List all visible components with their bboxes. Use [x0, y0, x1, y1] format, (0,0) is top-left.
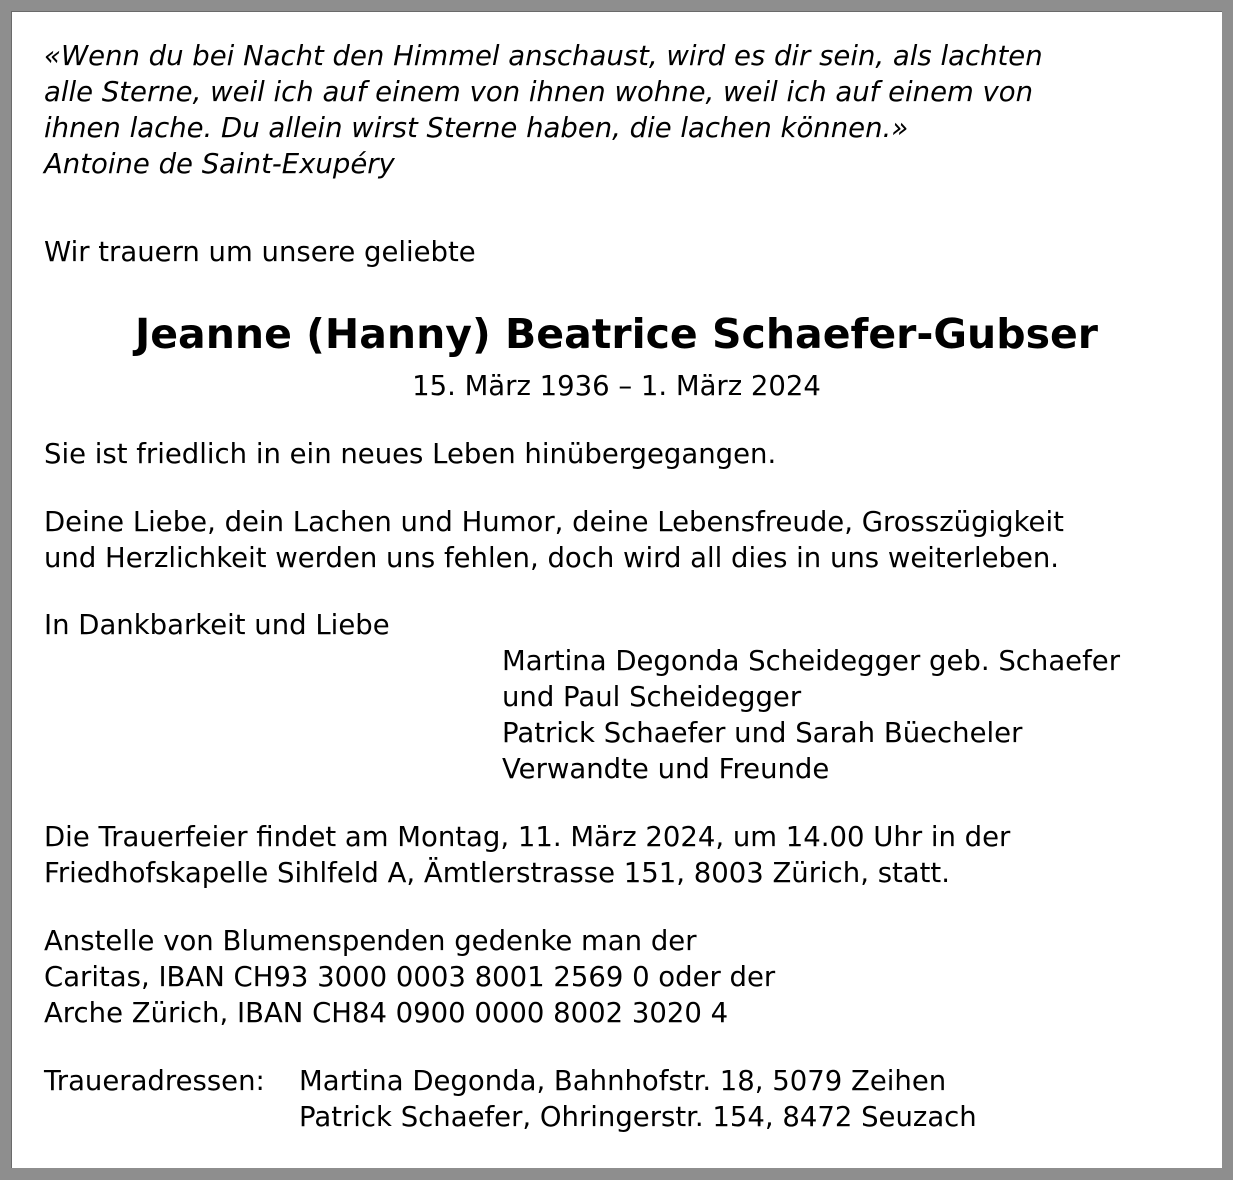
quote-author: Antoine de Saint-Exupéry	[44, 148, 395, 180]
address-line-2: Patrick Schaefer, Ohringerstr. 154, 8472 Seuzach	[299, 1101, 977, 1133]
addresses-label: Traueradressen:	[44, 1065, 265, 1097]
funeral-line-1: Die Trauerfeier findet am Montag, 11. März 2024, um 14.00 Uhr in der	[44, 821, 1011, 853]
quote-line-2: alle Sterne, weil ich auf einem von ihnen wohne, weil ich auf einem von	[44, 76, 1034, 108]
donation-line-1: Anstelle von Blumenspenden gedenke man der	[44, 925, 697, 957]
obituary-notice	[11, 11, 1222, 1168]
mourner-line: Verwandte und Freunde	[502, 753, 830, 785]
address-line-1: Martina Degonda, Bahnhofstr. 18, 5079 Zeihen	[299, 1065, 947, 1097]
passing-text: Sie ist friedlich in ein neues Leben hinübergegangen.	[44, 438, 777, 470]
mourner-line: Patrick Schaefer und Sarah Büecheler	[502, 717, 1023, 749]
donation-line-3: Arche Zürich, IBAN CH84 0900 0000 8002 3020 4	[44, 997, 729, 1029]
donation-line-2: Caritas, IBAN CH93 3000 0003 8001 2569 0 oder der	[44, 961, 776, 993]
life-dates: 15. März 1936 – 1. März 2024	[412, 370, 821, 402]
deceased-name: Jeanne (Hanny) Beatrice Schaefer-Gubser	[135, 310, 1098, 358]
gratitude-text: In Dankbarkeit und Liebe	[44, 609, 390, 641]
mourner-line: Martina Degonda Scheidegger geb. Schaefer	[502, 645, 1120, 677]
funeral-line-2: Friedhofskapelle Sihlfeld A, Ämtlerstrasse 151, 8003 Zürich, statt.	[44, 857, 950, 889]
quote-line-3: ihnen lache. Du allein wirst Sterne haben, die lachen können.»	[44, 112, 909, 144]
tribute-line-2: und Herzlichkeit werden uns fehlen, doch wird all dies in uns weiterleben.	[44, 542, 1060, 574]
quote-line-1: «Wenn du bei Nacht den Himmel anschaust, wird es dir sein, als lachten	[44, 40, 1043, 72]
intro-text: Wir trauern um unsere geliebte	[44, 236, 476, 268]
tribute-line-1: Deine Liebe, dein Lachen und Humor, deine Lebensfreude, Grosszügigkeit	[44, 506, 1064, 538]
mourner-line: und Paul Scheidegger	[502, 681, 802, 713]
